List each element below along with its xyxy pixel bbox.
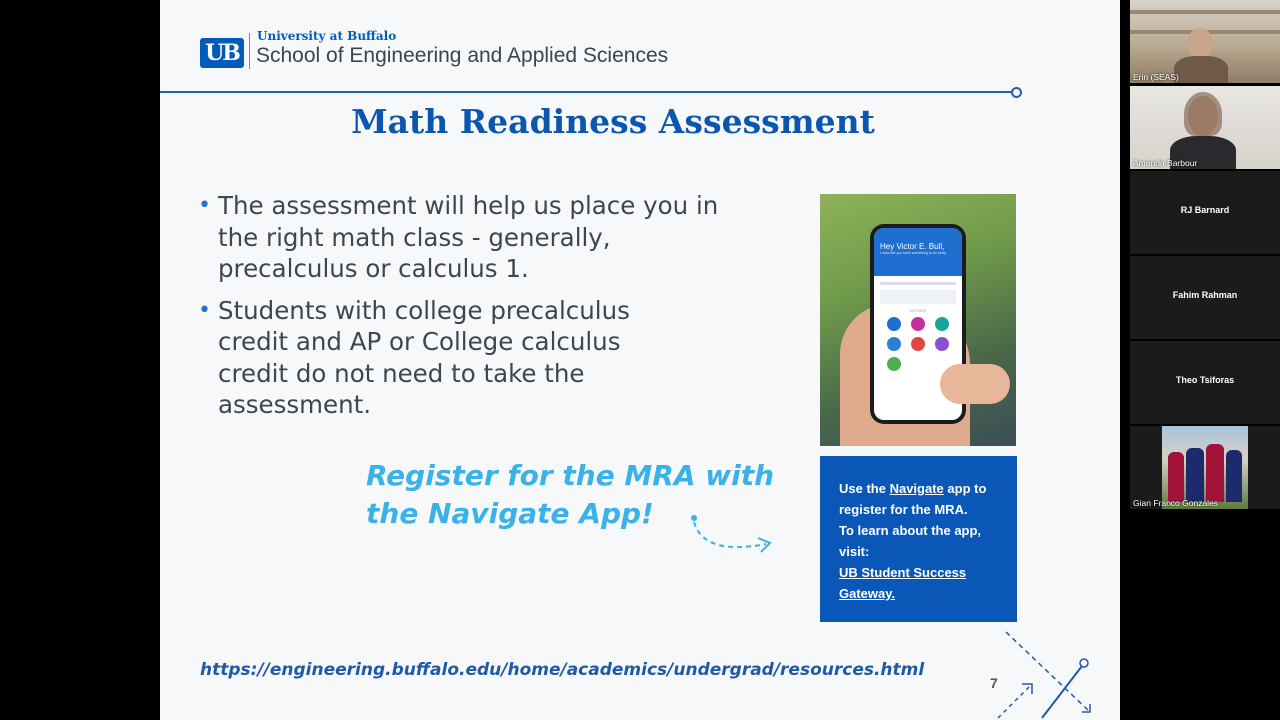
participant-name: Amanda Barbour — [1133, 158, 1198, 168]
logo-divider — [249, 33, 250, 69]
bullet-item: • The assessment will help us place you in the right math class - generally, precalculus or calculus 1. — [198, 190, 738, 285]
phone-explore-label: EXPLORE — [909, 309, 927, 313]
promo-text: To learn about the app, — [839, 523, 982, 538]
app-icon — [887, 357, 901, 371]
bullet-list — [198, 190, 758, 431]
curved-arrow-icon — [686, 508, 776, 563]
phone-subtext: Looks like you have something to do today. — [880, 251, 947, 255]
participant-video — [1130, 0, 1280, 83]
app-icon — [887, 337, 901, 351]
participant-gallery — [1130, 0, 1280, 720]
navigate-link[interactable]: Navigate — [889, 481, 944, 496]
slide-title: Math Readiness Assessment — [351, 102, 875, 141]
bullet-item: • Students with college precalculus credit and AP or College calculus credit do not need to take the assessment. — [198, 295, 688, 421]
participant-tile[interactable] — [1130, 86, 1280, 169]
register-callout-line: the Navigate App! — [366, 497, 654, 530]
participant-tile[interactable] — [1130, 426, 1280, 509]
app-icon — [887, 317, 901, 331]
participant-video — [1162, 426, 1248, 509]
participant-tile[interactable] — [1130, 0, 1280, 83]
participant-name: RJ Barnard — [1180, 205, 1230, 215]
student-success-gateway-link[interactable]: Gateway. — [839, 586, 896, 601]
resources-url[interactable]: https://engineering.buffalo.edu/home/academics/undergrad/resources.html — [200, 660, 925, 680]
participant-tile[interactable] — [1130, 341, 1280, 424]
promo-text: app to — [943, 481, 987, 496]
participant-name: Theo Tsiforas — [1175, 375, 1235, 385]
participant-tile[interactable] — [1130, 171, 1280, 254]
student-success-gateway-link[interactable]: UB Student Success — [839, 565, 967, 580]
app-icon — [911, 317, 925, 331]
university-name: University at Buffalo — [257, 29, 397, 43]
phone-greeting: Hey Victor E. Bull, — [880, 242, 945, 251]
header-rule-dot — [1011, 87, 1022, 98]
participant-name: Erin (SEAS) — [1133, 72, 1179, 82]
thumb-shape — [940, 364, 1010, 404]
promo-text: register for the MRA. — [839, 502, 968, 517]
ub-logo: UB — [200, 38, 244, 68]
app-icon — [911, 337, 925, 351]
participant-tile[interactable] — [1130, 256, 1280, 339]
participant-name: Fahim Rahman — [1172, 290, 1238, 300]
participant-video — [1130, 86, 1280, 169]
presentation-slide — [160, 0, 1120, 720]
promo-text: Use the — [839, 481, 890, 496]
participant-name: Gian Franco Gonzales — [1133, 498, 1219, 508]
app-icon — [935, 337, 949, 351]
app-icon — [935, 317, 949, 331]
navigate-app-photo — [820, 194, 1016, 446]
register-callout-line: Register for the MRA with — [366, 459, 775, 492]
page-number: 7 — [990, 675, 998, 691]
promo-text: visit: — [839, 544, 870, 559]
decorative-lines-icon — [980, 620, 1120, 720]
school-name: School of Engineering and Applied Sciences — [256, 44, 669, 67]
navigate-promo-box — [820, 456, 1017, 622]
header-rule — [160, 91, 1012, 93]
